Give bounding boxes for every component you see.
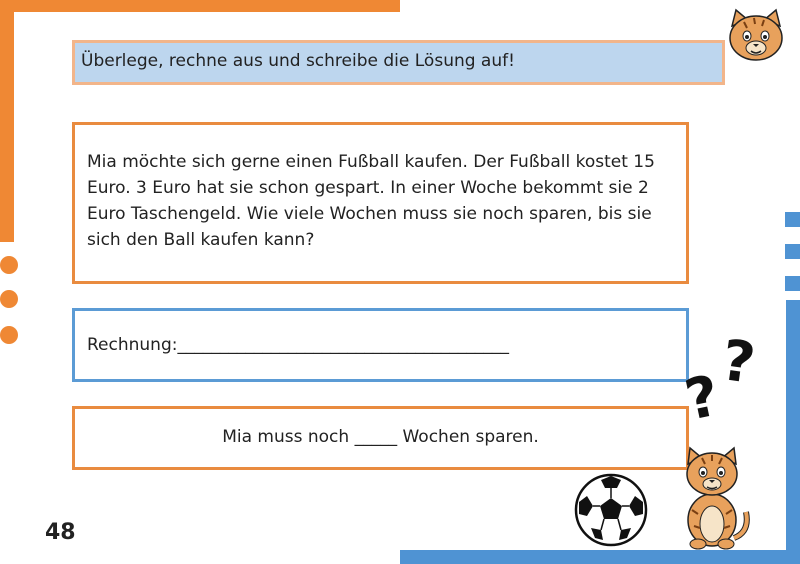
blue-square [785, 276, 800, 291]
top-orange-bar [0, 0, 400, 12]
right-blue-bar [786, 300, 800, 564]
blue-square [785, 244, 800, 259]
blue-square [785, 212, 800, 227]
orange-dot [0, 290, 18, 308]
sitting-cat-icon [676, 446, 750, 550]
soccer-ball-icon [573, 472, 649, 548]
answer-line: Mia muss noch _____ Wochen sparen. [222, 427, 539, 447]
left-orange-bar [0, 0, 14, 242]
cat-face-icon [724, 8, 788, 64]
question-mark-icon: ? [717, 328, 759, 397]
calculation-box [72, 308, 689, 382]
question-mark-icon: ? [679, 363, 725, 434]
orange-dot [0, 256, 18, 274]
calculation-line: Rechnung:_______________________________________ [87, 335, 509, 355]
word-problem-text: Mia möchte sich gerne einen Fußball kaufen. Der Fußball kostet 15 Euro. 3 Euro hat sie schon gespart. In einer Woche bekommt sie 2 Euro Taschengeld. Wie viele Wochen muss sie noch sparen, bis sie sich den Ball kaufen kann? [87, 152, 655, 250]
instruction-text: Überlege, rechne aus und schreibe die Lösung auf! [81, 51, 515, 71]
bottom-blue-bar [400, 550, 800, 564]
word-problem-box [72, 122, 689, 284]
orange-dot [0, 326, 18, 344]
instruction-box [72, 40, 725, 85]
answer-box [72, 406, 689, 470]
page-number: 48 [45, 520, 76, 545]
